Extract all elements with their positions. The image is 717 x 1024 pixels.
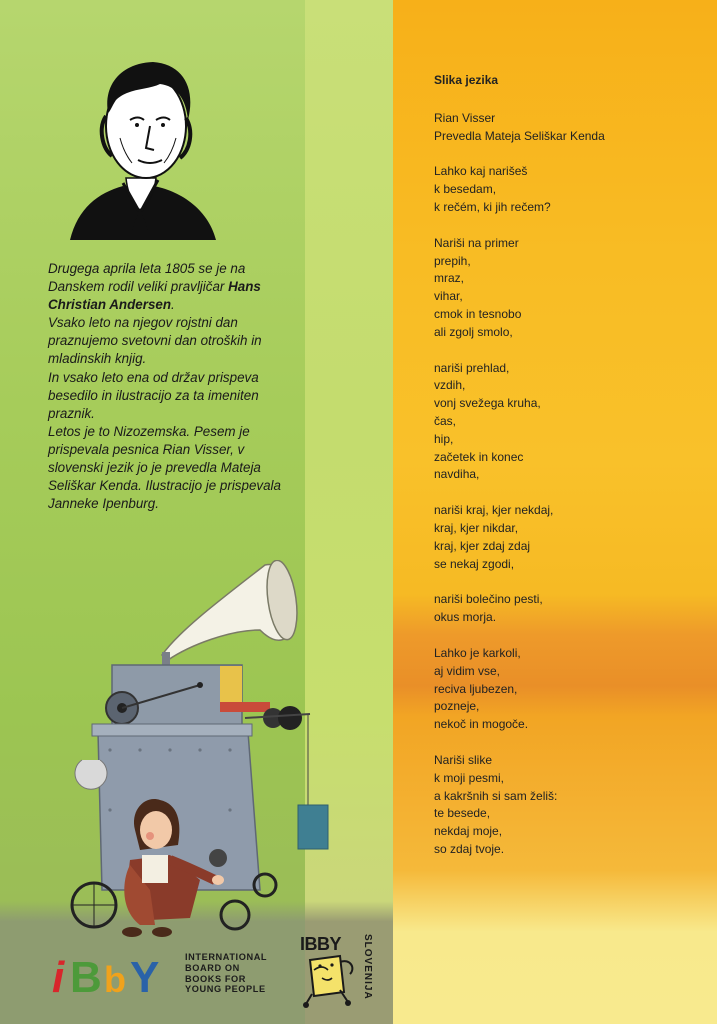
intro-paragraph-2: Vsako leto na njegov rojstni dan praznujemo svetovni dan otroških in mladinskih knjig. — [48, 315, 262, 367]
slovenija-label: SLOVENIJA — [362, 934, 373, 1000]
poem-stanza: Lahko je karkoli, aj vidim vse, reciva ljubezen, pozneje, nekoč in mogoče. — [434, 645, 529, 732]
poem-title: Slika jezika — [434, 73, 499, 87]
poem-credits — [434, 110, 704, 146]
ibby-line: INTERNATIONAL — [185, 952, 268, 962]
ibby-full-name — [185, 952, 295, 995]
svg-text:B: B — [70, 953, 102, 1000]
ibby-line: BOOKS FOR — [185, 973, 247, 984]
andersen-name: Hans Christian Andersen — [48, 279, 261, 313]
ibby-logo — [52, 950, 180, 1000]
poem-translator: Prevedla Mateja Seliškar Kenda — [434, 128, 605, 143]
poem-stanza: nariši kraj, kjer nekdaj, kraj, kjer nikdar, kraj, kjer zdaj zdaj se nekaj zgodi, — [434, 503, 554, 571]
poem-stanza: nariši prehlad, vzdih, vonj svežega kruha, čas, hip, začetek in konec navdiha, — [434, 360, 541, 482]
poem-stanza: Nariši slike k moji pesmi, a kakršnih si sam želiš: te besede, nekdaj moje, so zdaj tvoje. — [434, 752, 558, 856]
intro-paragraph-4: Letos je to Nizozemska. Pesem je prispevala pesnica Rian Visser, v slovenski jezik jo je prevedla Mateja Seliškar Kenda. Ilustracijo je prispevala Janneke Ipenburg. — [48, 423, 281, 512]
svg-text:b: b — [104, 959, 126, 1000]
poem-stanza: Nariši na primer prepih, mraz, vihar, cmok in tesnobo ali zgolj smolo, — [434, 235, 522, 339]
svg-text:Y: Y — [130, 953, 160, 1000]
ibby-line: BOARD ON — [185, 962, 240, 973]
poem-author: Rian Visser — [434, 110, 496, 125]
svg-text:i: i — [52, 953, 65, 1000]
gramophone-girl-icon — [70, 560, 330, 945]
poem — [434, 72, 704, 877]
intro-paragraph-1: Drugega aprila leta 1805 se je na Danskem rodil veliki pravljičar Hans Christian Andersen. — [48, 261, 261, 313]
intro-text — [48, 260, 298, 513]
poem-stanza: nariši bolečino pesti, okus morja. — [434, 592, 543, 625]
ibby-line: YOUNG PEOPLE — [185, 984, 266, 995]
intro-paragraph-3: In vsako leto ena od držav prispeva besedilo in ilustracijo za ta imeniten praznik. — [48, 369, 259, 421]
andersen-portrait-icon — [68, 58, 218, 240]
poem-stanza: Lahko kaj narišeš k besedam, k rečém, ki jih rečem? — [434, 164, 551, 214]
ibby-slovenia-title: IBBY — [300, 934, 342, 954]
